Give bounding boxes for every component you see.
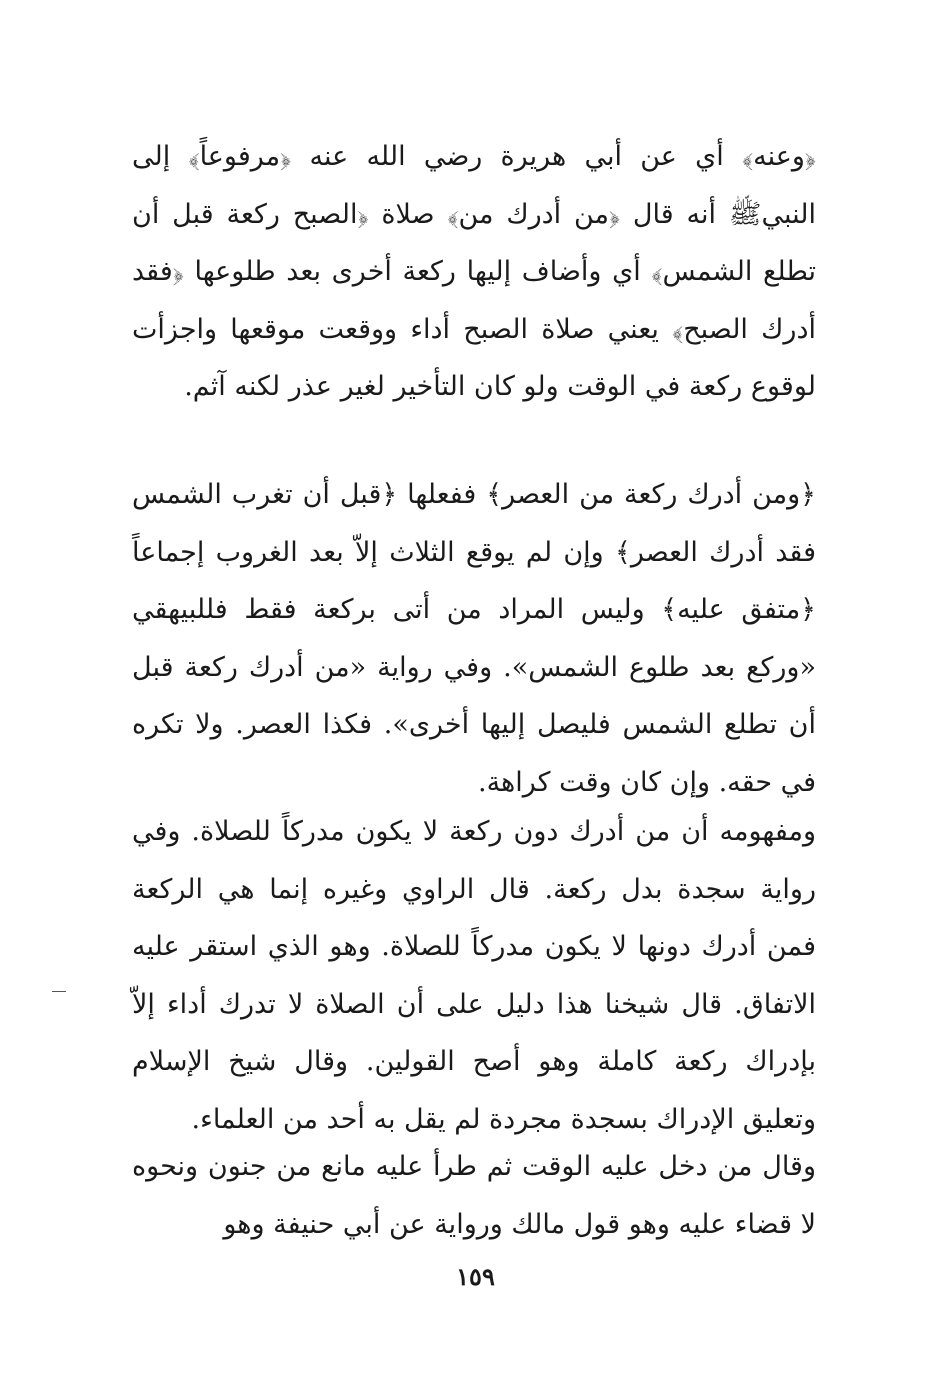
margin-mark	[52, 991, 66, 992]
paragraph-2: ﴿ومن أدرك ركعة من العصر﴾ ففعلها ﴿قبل أن تغرب الشمس فقد أدرك العصر﴾ وإن لم يوقع الثلاث إلاّ بعد الغروب إجماعاً ﴿متفق عليه﴾ وليس المراد من أتى بركعة فقط فللبيهقي «وركع بعد طلوع الشمس». وفي رواية «من أدرك ركعة قبل أن تطلع الشمس فليصل إليها أخرى». فكذا العصر. ولا تكره في حقه. وإن كان وقت كراهة.	[132, 479, 816, 798]
page-number: ١٥٩	[456, 1262, 495, 1291]
paragraph-3: ومفهومه أن من أدرك دون ركعة لا يكون مدركاً للصلاة. وفي رواية سجدة بدل ركعة. قال الراوي وغيره إنما هي الركعة فمن أدرك دونها لا يكون مدركاً للصلاة. وهو الذي استقر عليه الاتفاق. قال شيخنا هذا دليل على أن الصلاة لا تدرك أداء إلاّ بإدراك ركعة كاملة وهو أصح القولين. وقال شيخ الإسلام وتعليق الإدراك بسجدة مجردة لم يقل به أحد من العلماء.	[132, 816, 816, 1135]
paragraph-4: وقال من دخل عليه الوقت ثم طرأ عليه مانع من جنون ونحوه لا قضاء عليه وهو قول مالك ورواية عن أبي حنيفة وهو	[132, 1151, 816, 1240]
paragraph-1: ﴿وعنه﴾ أي عن أبي هريرة رضي الله عنه ﴿مرفوعاً﴾ إلى النبيﷺ أنه قال ﴿من أدرك من﴾ صلاة ﴿الصبح ركعة قبل أن تطلع الشمس﴾ أي وأضاف إليها ركعة أخرى بعد طلوعها ﴿فقد أدرك الصبح﴾ يعني صلاة الصبح أداء ووقعت موقعها واجزأت لوقوع ركعة في الوقت ولو كان التأخير لغير عذر لكنه آثم.	[132, 141, 816, 402]
